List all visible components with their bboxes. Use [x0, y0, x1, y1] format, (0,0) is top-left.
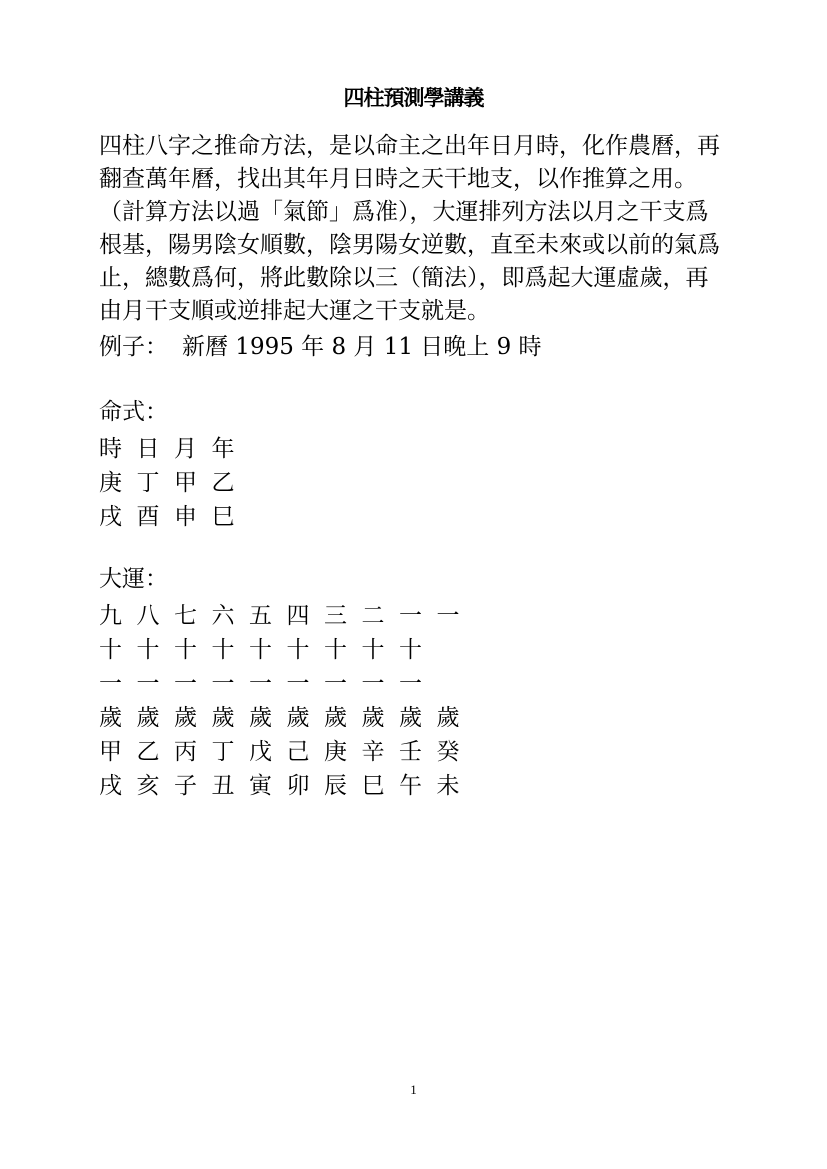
chart-cell: 巳: [211, 503, 235, 530]
dayun-cell: 六: [211, 602, 235, 629]
example-line: [99, 331, 542, 364]
chart-row: [99, 429, 249, 463]
dayun-cell: 己: [286, 738, 310, 765]
dayun-cell: 午: [399, 772, 422, 799]
dayun-cell: 壬: [399, 738, 422, 765]
dayun-cell: 子: [174, 772, 197, 799]
dayun-cell: 一: [99, 670, 122, 697]
dayun-cell: 戊: [249, 738, 272, 765]
dayun-cell: 三: [324, 602, 347, 629]
chart-row: [99, 497, 249, 531]
chart-cell: 甲: [174, 469, 197, 496]
dayun-cell: 歲: [399, 704, 422, 731]
document-title: 四柱預測學講義: [343, 85, 484, 110]
dayun-cell: 辰: [324, 772, 347, 799]
dayun-row: [99, 664, 474, 698]
dayun-cell: 一: [286, 670, 310, 697]
dayun-cell: 甲: [99, 738, 122, 765]
dayun-cell: 寅: [249, 772, 272, 799]
dayun-cell: 辛: [361, 738, 385, 765]
chart-label: 命式：: [99, 399, 168, 425]
example-label: 例子：: [99, 334, 168, 360]
dayun-cell: 歲: [361, 704, 385, 731]
dayun-cell: 亥: [136, 772, 160, 799]
chart-cell: 年: [211, 435, 235, 462]
paragraph-line: 四柱八字之推命方法，是以命主之出年日月時，化作農曆，再: [99, 133, 720, 159]
dayun-cell: 乙: [136, 738, 160, 765]
dayun-cell: 庚: [324, 738, 347, 765]
dayun-cell: 十: [361, 636, 385, 663]
dayun-cell: 五: [249, 602, 272, 629]
four-pillars-chart: [99, 429, 249, 531]
dayun-cell: 十: [174, 636, 197, 663]
dayun-cell: 十: [99, 636, 122, 663]
dayun-cell: 歲: [249, 704, 272, 731]
dayun-cell: 四: [286, 602, 310, 629]
dayun-cell: 一: [436, 602, 460, 629]
dayun-cell: 歲: [286, 704, 310, 731]
dayun-row: [99, 698, 474, 732]
example-text: 新曆 1995 年 8 月 11 日晚上 9 時: [182, 334, 542, 360]
dayun-row: [99, 596, 474, 630]
dayun-row: [99, 732, 474, 766]
dayun-cell: 癸: [436, 738, 460, 765]
dayun-row: [99, 630, 474, 664]
dayun-cell: 丑: [211, 772, 235, 799]
dayun-cell: 歲: [324, 704, 347, 731]
dayun-cell: 十: [249, 636, 272, 663]
chart-row: [99, 463, 249, 497]
dayun-cell: 歲: [436, 704, 460, 731]
chart-cell: 月: [174, 435, 197, 462]
dayun-cell: 二: [361, 602, 385, 629]
chart-cell: 酉: [136, 503, 160, 530]
dayun-cell: 未: [436, 772, 460, 799]
chart-cell: 日: [136, 435, 160, 462]
chart-cell: 庚: [99, 469, 122, 496]
dayun-row: [99, 766, 474, 800]
dayun-cell: 十: [324, 636, 347, 663]
dayun-cell: 七: [174, 602, 197, 629]
dayun-cell: 丙: [174, 738, 197, 765]
dayun-cell: 一: [174, 670, 197, 697]
dayun-cell: 卯: [286, 772, 310, 799]
dayun-table: [99, 596, 474, 800]
dayun-cell: 十: [136, 636, 160, 663]
page-number: 1: [410, 1082, 417, 1097]
paragraph-line: 由月干支順或逆排起大運之干支就是。: [99, 298, 490, 324]
chart-cell: 戌: [99, 503, 122, 530]
dayun-cell: 一: [324, 670, 347, 697]
dayun-cell: 十: [286, 636, 310, 663]
dayun-cell: 八: [136, 602, 160, 629]
dayun-cell: 一: [249, 670, 272, 697]
dayun-cell: 巳: [361, 772, 385, 799]
dayun-cell: 歲: [174, 704, 197, 731]
dayun-cell: 丁: [211, 738, 235, 765]
chart-cell: 丁: [136, 469, 160, 496]
dayun-cell: 歲: [99, 704, 122, 731]
dayun-cell: 一: [399, 602, 422, 629]
dayun-label: 大運：: [99, 566, 168, 592]
intro-paragraph: [99, 130, 779, 328]
dayun-cell: 歲: [211, 704, 235, 731]
chart-cell: 申: [174, 503, 197, 530]
paragraph-line: 翻查萬年曆，找出其年月日時之天干地支，以作推算之用。: [99, 166, 697, 192]
dayun-cell: 戌: [99, 772, 122, 799]
chart-cell: 乙: [211, 469, 235, 496]
dayun-cell: 十: [399, 636, 422, 663]
dayun-cell: 一: [136, 670, 160, 697]
chart-cell: 時: [99, 435, 122, 462]
paragraph-line: （計算方法以過「氣節」爲准），大運排列方法以月之干支爲: [99, 199, 709, 225]
paragraph-line: 止，總數爲何，將此數除以三（簡法），即爲起大運虛歲，再: [99, 265, 709, 291]
dayun-cell: 十: [211, 636, 235, 663]
dayun-cell: 一: [399, 670, 422, 697]
dayun-cell: 九: [99, 602, 122, 629]
dayun-cell: 歲: [136, 704, 160, 731]
dayun-cell: 一: [361, 670, 385, 697]
dayun-cell: 一: [211, 670, 235, 697]
paragraph-line: 根基，陽男陰女順數，陰男陽女逆數，直至未來或以前的氣爲: [99, 232, 720, 258]
